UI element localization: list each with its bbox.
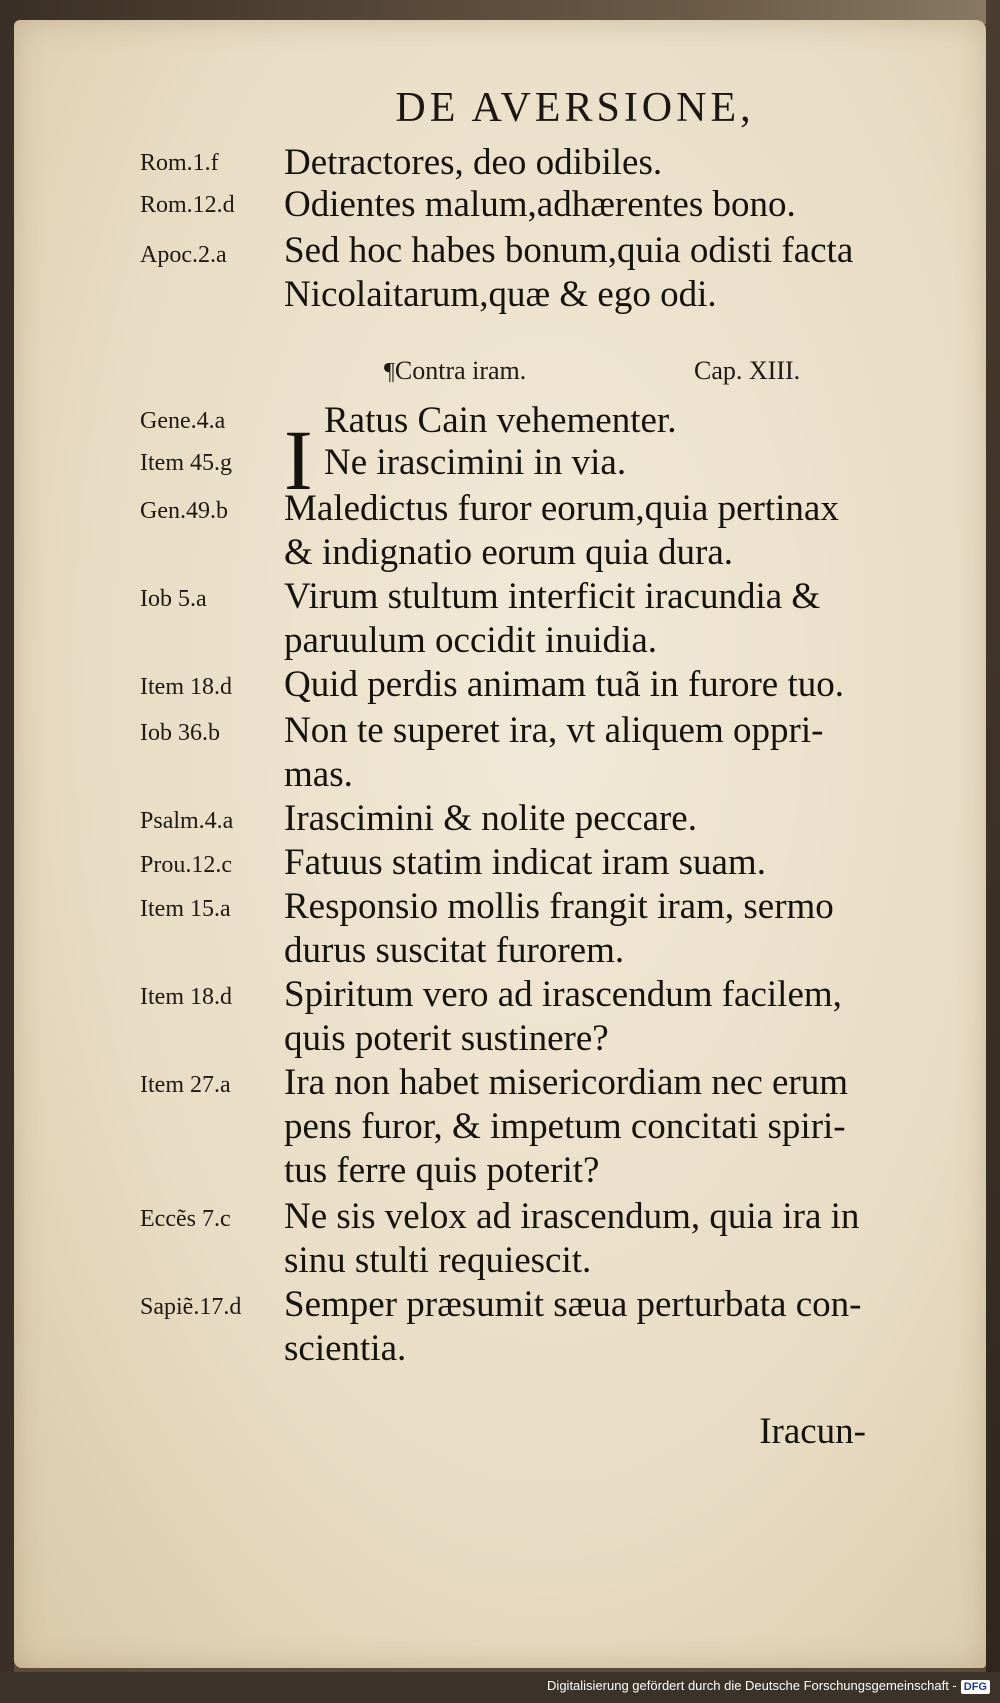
- margin-reference: Rom.1.f: [140, 150, 219, 176]
- margin-reference: Gene.4.a: [140, 408, 226, 434]
- text-line: Spiritum vero ad irascendum facilem,: [284, 974, 842, 1015]
- text-line: Sed hoc habes bonum,quia odisti facta: [284, 230, 854, 271]
- text-line: Irascimini & nolite peccare.: [284, 798, 697, 839]
- margin-reference: Iob 36.b: [140, 720, 220, 746]
- margin-reference: Rom.12.d: [140, 192, 235, 218]
- text-line: Ne sis velox ad irascendum, quia ira in: [284, 1196, 860, 1237]
- pilcrow-mark: ¶: [384, 359, 395, 385]
- text-line: mas.: [284, 754, 353, 795]
- margin-reference: Eccẽs 7.c: [140, 1206, 231, 1232]
- background-left-edge: [0, 0, 14, 1703]
- text-line: durus suscitat furorem.: [284, 930, 625, 971]
- running-heading: DE AVERSIONE,: [395, 85, 755, 131]
- text-line: Virum stultum interficit iracundia &: [284, 576, 821, 617]
- text-line: tus ferre quis poterit?: [284, 1150, 600, 1191]
- chapter-heading: [384, 356, 864, 386]
- text-line: Ira non habet misericordiam nec erum: [284, 1062, 849, 1103]
- text-line: Non te superet ira, vt aliquem oppri-: [284, 710, 824, 751]
- text-line: Odientes malum,adhærentes bono.: [284, 184, 796, 225]
- margin-reference: Apoc.2.a: [140, 242, 227, 268]
- text-line: Nicolaitarum,quæ & ego odi.: [284, 274, 717, 315]
- book-page: [14, 20, 986, 1668]
- margin-reference: Sapiẽ.17.d: [140, 1294, 242, 1320]
- margin-reference: Item 45.g: [140, 450, 232, 476]
- text-line: Responsio mollis frangit iram, sermo: [284, 886, 834, 927]
- margin-reference: Item 18.d: [140, 674, 232, 700]
- drop-capital: I: [284, 412, 313, 508]
- digitization-footer: [0, 1672, 1000, 1703]
- dfg-logo: DFG: [961, 1680, 990, 1694]
- footer-credit-text: Digitalisierung gefördert durch die Deutsche Forschungsgemeinschaft -: [547, 1678, 957, 1693]
- margin-reference: Psalm.4.a: [140, 808, 234, 834]
- text-line: paruulum occidit inuidia.: [284, 620, 657, 661]
- text-line: Fatuus statim indicat iram suam.: [284, 842, 766, 883]
- text-line: Detractores, deo odibiles.: [284, 142, 663, 183]
- text-line: Quid perdis animam tuã in furore tuo.: [284, 664, 845, 705]
- text-line: Maledictus furor eorum,quia pertinax: [284, 488, 839, 529]
- chapter-title: Contra iram.: [394, 356, 527, 385]
- text-line: sinu stulti requiescit.: [284, 1240, 592, 1281]
- margin-reference: Gen.49.b: [140, 498, 228, 524]
- text-line: quis poterit sustinere?: [284, 1018, 609, 1059]
- chapter-number: Cap. XIII.: [694, 356, 801, 385]
- margin-reference: Item 27.a: [140, 1072, 231, 1098]
- text-line: Ne irascimini in via.: [324, 442, 627, 483]
- text-line: Ratus Cain vehementer.: [324, 400, 677, 441]
- text-line: & indignatio eorum quia dura.: [284, 532, 734, 573]
- catchword: Iracun-: [759, 1411, 866, 1452]
- margin-reference: Item 15.a: [140, 896, 231, 922]
- text-line: scientia.: [284, 1328, 407, 1369]
- text-line: Semper præsumit sæua perturbata con-: [284, 1284, 862, 1325]
- text-line: pens furor, & impetum concitati spiri-: [284, 1106, 846, 1147]
- background-right-edge: [986, 0, 1000, 1703]
- margin-reference: Prou.12.c: [140, 852, 232, 878]
- footer-credit: [547, 1678, 990, 1694]
- margin-reference: Iob 5.a: [140, 586, 207, 612]
- margin-reference: Item 18.d: [140, 984, 232, 1010]
